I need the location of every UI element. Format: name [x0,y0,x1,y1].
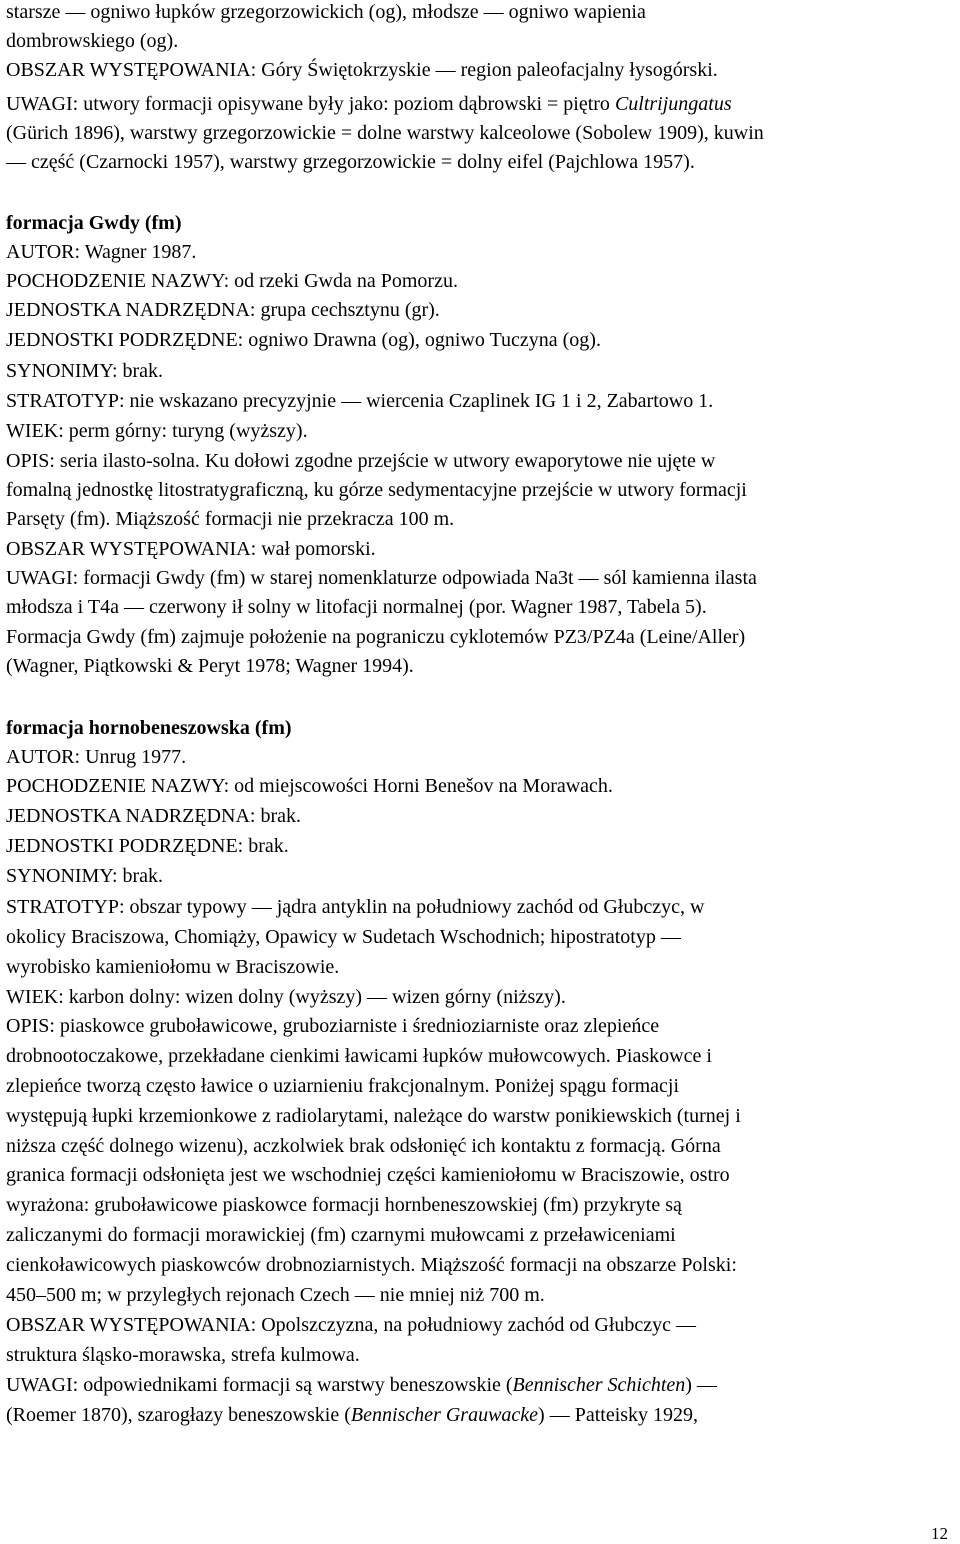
text-line: POCHODZENIE NAZWY: od miejscowości Horni Benešov na Morawach. [6,775,613,797]
text-line: OPIS: seria ilasto-solna. Ku dołowi zgodne przejście w utwory ewaporytowe nie ujęte w [6,450,716,472]
italic-term: Bennischer Schichten [512,1374,686,1396]
text-line: granica formacji odsłonięta jest we wschodniej części kamieniołomu w Braciszowie, ostro [6,1164,730,1186]
text-line: — część (Czarnocki 1957), warstwy grzegorzowickie = dolny eifel (Pajchlowa 1957). [6,151,695,173]
italic-term: Bennischer Grauwacke [350,1404,539,1426]
text-line: SYNONIMY: brak. [6,360,164,382]
text-line [6,1373,717,1399]
text-line: młodsza i T4a — czerwony ił solny w litofacji normalnej (por. Wagner 1987, Tabela 5). [6,596,707,618]
text-line: występują łupki krzemionkowe z radiolarytami, należące do warstw ponikiewskich (turnej i [6,1105,741,1127]
text-line: STRATOTYP: obszar typowy — jądra antyklin na południowy zachód od Głubczyc, w [6,896,705,918]
text-line: JEDNOSTKI PODRZĘDNE: brak. [6,835,289,857]
text-line: JEDNOSTKA NADRZĘDNA: brak. [6,805,301,827]
text-line: OPIS: piaskowce gruboławicowe, gruboziarniste i średnioziarniste oraz zlepieńce [6,1015,660,1037]
text-segment: UWAGI: utwory formacji opisywane były jako: poziom dąbrowski = piętro [6,93,615,115]
text-line: struktura śląsko-morawska, strefa kulmowa. [6,1344,360,1366]
text-line: wyrażona: gruboławicowe piaskowce formacji hornbeneszowskiej (fm) przykryte są [6,1194,682,1216]
page-number: 12 [931,1524,948,1543]
text-line: AUTOR: Unrug 1977. [6,746,187,768]
text-line: zaliczanymi do formacji morawickiej (fm) czarnymi mułowcami z przeławiceniami [6,1224,676,1246]
text-line: okolicy Braciszowa, Chomiąży, Opawicy w Sudetach Wschodnich; hipostratotyp — [6,926,681,948]
text-segment: ) — [685,1374,717,1396]
text-line: (Gürich 1896), warstwy grzegorzowickie = dolne warstwy kalceolowe (Sobolew 1909), kuwin [6,122,764,144]
italic-term: Cultrijungatus [614,93,732,115]
text-line: Formacja Gwdy (fm) zajmuje położenie na pograniczu cyklotemów PZ3/PZ4a (Leine/Aller) [6,626,746,648]
text-line: WIEK: perm górny: turyng (wyższy). [6,420,308,442]
text-line: Parsęty (fm). Miąższość formacji nie przekracza 100 m. [6,508,455,530]
text-segment: (Roemer 1870), szarogłazy beneszowskie ( [6,1404,351,1426]
text-line: dombrowskiego (og). [6,30,179,52]
text-line: SYNONIMY: brak. [6,865,164,887]
text-line: STRATOTYP: nie wskazano precyzyjnie — wiercenia Czaplinek IG 1 i 2, Zabartowo 1. [6,390,714,412]
text-line [6,92,732,118]
text-line: UWAGI: formacji Gwdy (fm) w starej nomenklaturze odpowiada Na3t — sól kamienna ilasta [6,567,757,589]
text-line: AUTOR: Wagner 1987. [6,241,197,263]
text-line: niższa część dolnego wizenu), aczkolwiek brak odsłonięć ich kontaktu z formacją. Górna [6,1135,721,1157]
text-line: WIEK: karbon dolny: wizen dolny (wyższy) — wizen górny (niższy). [6,986,566,1008]
text-line: drobnootoczakowe, przekładane cienkimi ławicami łupków mułowcowych. Piaskowce i [6,1045,712,1067]
text-line: 450–500 m; w przyległych rejonach Czech — nie mniej niż 700 m. [6,1284,545,1306]
section-heading: formacja Gwdy (fm) [6,212,182,234]
text-line: POCHODZENIE NAZWY: od rzeki Gwda na Pomorzu. [6,270,458,292]
text-line: OBSZAR WYSTĘPOWANIA: Góry Świętokrzyskie — region paleofacjalny łysogórski. [6,59,718,81]
text-line: OBSZAR WYSTĘPOWANIA: Opolszczyzna, na południowy zachód od Głubczyc — [6,1314,697,1336]
text-line: fomalną jednostkę litostratygraficzną, ku górze sedymentacyjne przejście w utwory formacji [6,479,747,501]
text-segment: ) — Patteisky 1929, [538,1404,699,1426]
text-line: cienkoławicowych piaskowców drobnoziarnistych. Miąższość formacji na obszarze Polski: [6,1254,737,1276]
text-line: OBSZAR WYSTĘPOWANIA: wał pomorski. [6,538,376,560]
section-heading: formacja hornobeneszowska (fm) [6,717,292,739]
text-line: starsze — ogniwo łupków grzegorzowickich (og), młodsze — ogniwo wapienia [6,1,646,23]
text-line: JEDNOSTKA NADRZĘDNA: grupa cechsztynu (gr). [6,299,440,321]
text-line [6,1403,698,1429]
text-line: (Wagner, Piątkowski & Peryt 1978; Wagner 1994). [6,655,414,677]
text-line: JEDNOSTKI PODRZĘDNE: ogniwo Drawna (og), ogniwo Tuczyna (og). [6,329,601,351]
text-segment: UWAGI: odpowiednikami formacji są warstwy beneszowskie ( [6,1374,513,1396]
text-line: wyrobisko kamieniołomu w Braciszowie. [6,956,340,978]
text-line: zlepieńce tworzą często ławice o uziarnieniu frakcjonalnym. Poniżej spągu formacji [6,1075,680,1097]
